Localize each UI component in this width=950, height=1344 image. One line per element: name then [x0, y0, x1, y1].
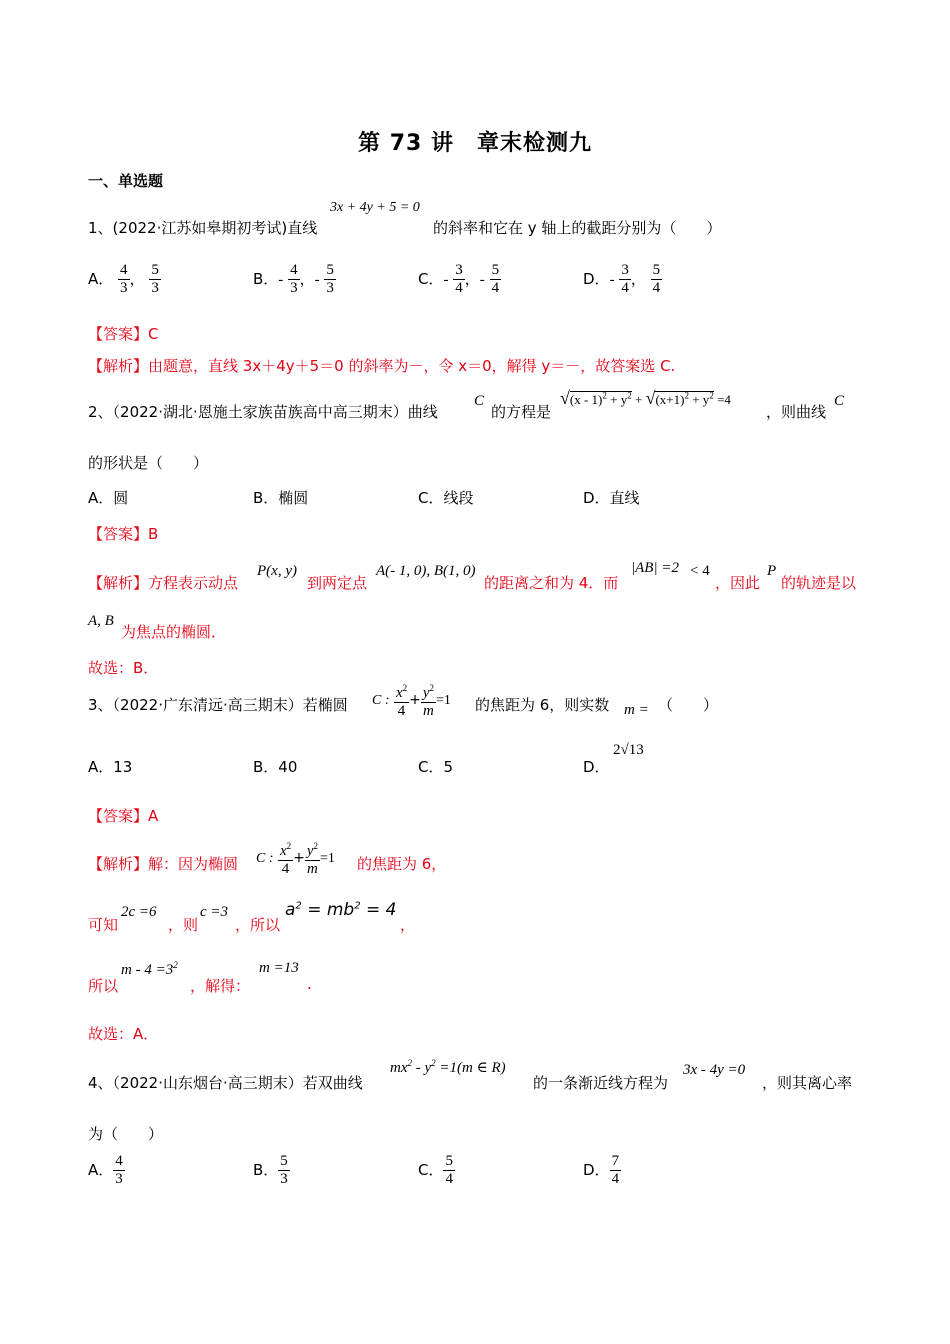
q3-line2-b: ，则: [168, 916, 199, 934]
q3-m-minus: $m - 4 =3^2$: [121, 960, 178, 978]
q3-stem: 3、（2022·广东清远·高三期末）若椭圆: [88, 696, 348, 714]
q3-stem-end: （ ）: [658, 696, 719, 714]
section-heading: 一、单选题: [88, 172, 164, 190]
q1-equation: 3x + 4y + 5 = 0: [330, 200, 420, 215]
q2-lt4: < 4: [690, 563, 710, 579]
q3-a2-eq: $a^2 = mb^2 = 4$: [285, 900, 397, 920]
q2-analysis-4: ，因此: [715, 574, 761, 592]
q2-stem-line2: 的形状是（ ）: [88, 454, 209, 472]
q2-answer: 【答案】B: [88, 525, 159, 543]
fraction: $\frac{5}{4}$: [445, 1153, 453, 1187]
q3-analysis-1: 【解析】解：因为椭圆: [88, 855, 239, 873]
q4-hyperbola: $mx^2 - y^2 =1(m$ ∈ R): [390, 1058, 506, 1076]
q3-m13: m =13: [259, 960, 299, 976]
q2-source: （2022·湖北·恩施土家族苗族高中高三期末）曲线: [112, 403, 438, 421]
q2-analysis-1: 【解析】方程表示动点: [88, 574, 239, 592]
q4-stem-end: ，则其离心率: [762, 1074, 853, 1092]
q1-option-d[interactable]: D．- $\frac{3}{4}$ ， $\frac{5}{4}$: [583, 262, 661, 296]
q3-line3-b: ，解得：: [190, 977, 251, 995]
q3-line3-a: 所以: [88, 977, 119, 995]
q2-p-letter: P: [767, 563, 777, 579]
fraction: $\frac{7}{4}$: [611, 1153, 620, 1187]
q2-equation: $√(x - 1)^2 + y^2 + √(x+1)^2 + y^2 =4$: [560, 388, 731, 408]
q1-option-a[interactable]: A． $\frac{4}{3}$ ， $\frac{5}{3}$: [88, 262, 159, 296]
q1-option-b[interactable]: B．- $\frac{4}{3}$ ，- $\frac{5}{3}$: [253, 262, 334, 296]
q4-stem-line2: 为（ ）: [88, 1125, 164, 1143]
q1-answer: 【答案】C: [88, 325, 159, 343]
q2-ab-letters: A, B: [88, 613, 114, 629]
q4-option-b[interactable]: B． $\frac{5}{3}$: [253, 1153, 288, 1187]
fraction: $\frac{3}{4}$: [455, 262, 463, 296]
q2-points-ab: A(- 1, 0), B(1, 0): [376, 563, 476, 579]
q1-number: 1、: [88, 219, 113, 237]
q2-curve-c2: C: [834, 393, 845, 409]
q2-point-p: P(x, y): [257, 563, 297, 579]
q3-stem-mid: 的焦距为 6，则实数: [475, 696, 610, 714]
q3-option-d[interactable]: D．: [583, 758, 610, 776]
q4-source: （2022·山东烟台·高三期末）若双曲线: [112, 1074, 363, 1092]
q2-stem: 2、（2022·湖北·恩施土家族苗族高中高三期末）曲线: [88, 403, 438, 421]
fraction: $\frac{4}{3}$: [115, 1153, 123, 1187]
q2-option-d[interactable]: D．直线: [583, 489, 640, 507]
q3-option-a[interactable]: A．13: [88, 758, 133, 776]
q1-stem: [88, 217, 317, 238]
q3-analysis-equation: C : $\frac{x^2}{4}$ + $\frac{y^2}{m}$ =1: [256, 838, 335, 878]
q2-conclusion: 故选：B．: [88, 659, 159, 677]
q2-stem-mid: 的方程是: [491, 403, 552, 421]
fraction: $\frac{5}{3}$: [280, 1153, 288, 1187]
q3-two-c: 2c =6: [121, 904, 157, 920]
fraction: $\frac{5}{3}$: [151, 262, 159, 296]
q3-source: （2022·广东清远·高三期末）若椭圆: [112, 696, 348, 714]
q3-analysis-2: 的焦距为 6，: [357, 855, 447, 873]
q4-option-a[interactable]: A． $\frac{4}{3}$: [88, 1153, 123, 1187]
q1-stem-rest: 的斜率和它在 y 轴上的截距分别为（ ）: [433, 219, 722, 237]
q2-analysis-3: 的距离之和为 4．而: [484, 574, 619, 592]
q3-line2-a: 可知: [88, 916, 119, 934]
q4-option-d[interactable]: D． $\frac{7}{4}$: [583, 1153, 620, 1187]
fraction: $\frac{5}{4}$: [491, 262, 500, 296]
page-title: 第 73 讲 章末检测九: [358, 131, 592, 156]
q3-line2-d: ，: [400, 916, 416, 934]
q2-curve-c: C: [474, 393, 485, 409]
q2-option-b[interactable]: B．椭圆: [253, 489, 309, 507]
q3-line2-c: ，所以: [235, 916, 281, 934]
q3-conclusion: 故选：A．: [88, 1025, 159, 1043]
q4-stem-mid: 的一条渐近线方程为: [533, 1074, 669, 1092]
q2-option-a[interactable]: A．圆: [88, 489, 129, 507]
q3-c-eq: c =3: [200, 904, 229, 920]
q3-option-b[interactable]: B．40: [253, 758, 298, 776]
q1-option-c[interactable]: C．- $\frac{3}{4}$ ，- $\frac{5}{4}$: [418, 262, 500, 296]
q3-option-d-math: 2√13: [613, 742, 644, 758]
q2-abs-ab: |AB| =2: [631, 560, 679, 576]
fraction: $\frac{4}{3}$: [290, 262, 298, 296]
q3-option-c[interactable]: C．5: [418, 758, 454, 776]
q2-option-c[interactable]: C．线段: [418, 489, 474, 507]
q3-answer: 【答案】A: [88, 807, 159, 825]
q2-analysis-2: 到两定点: [307, 574, 368, 592]
q4-option-c[interactable]: C． $\frac{5}{4}$: [418, 1153, 453, 1187]
q1-source: (2022·江苏如皋期初考试)直线: [112, 219, 318, 237]
q2-analysis-5: 的轨迹是以: [781, 574, 857, 592]
fraction: $\frac{4}{3}$: [120, 262, 128, 296]
q4-asymptote: 3x - 4y =0: [683, 1062, 746, 1078]
fraction: $\frac{5}{4}$: [652, 262, 661, 296]
q4-stem: 4、（2022·山东烟台·高三期末）若双曲线: [88, 1074, 363, 1092]
q3-m-eq: m =: [624, 702, 649, 718]
q3-ellipse-equation: C : $\frac{x^2}{4}$ + $\frac{y^2}{m}$ =1: [372, 680, 451, 720]
fraction: $\frac{3}{4}$: [621, 262, 629, 296]
q1-analysis: 【解析】由题意，直线 3x＋4y＋5＝0 的斜率为－，令 x＝0，解得 y＝－，故答案选 C.: [88, 357, 676, 375]
fraction: $\frac{5}{3}$: [326, 262, 334, 296]
q3-line3-c: .: [307, 975, 312, 993]
q2-stem-after: ，则曲线: [766, 403, 827, 421]
q2-analysis-6: 为焦点的椭圆．: [121, 623, 227, 641]
